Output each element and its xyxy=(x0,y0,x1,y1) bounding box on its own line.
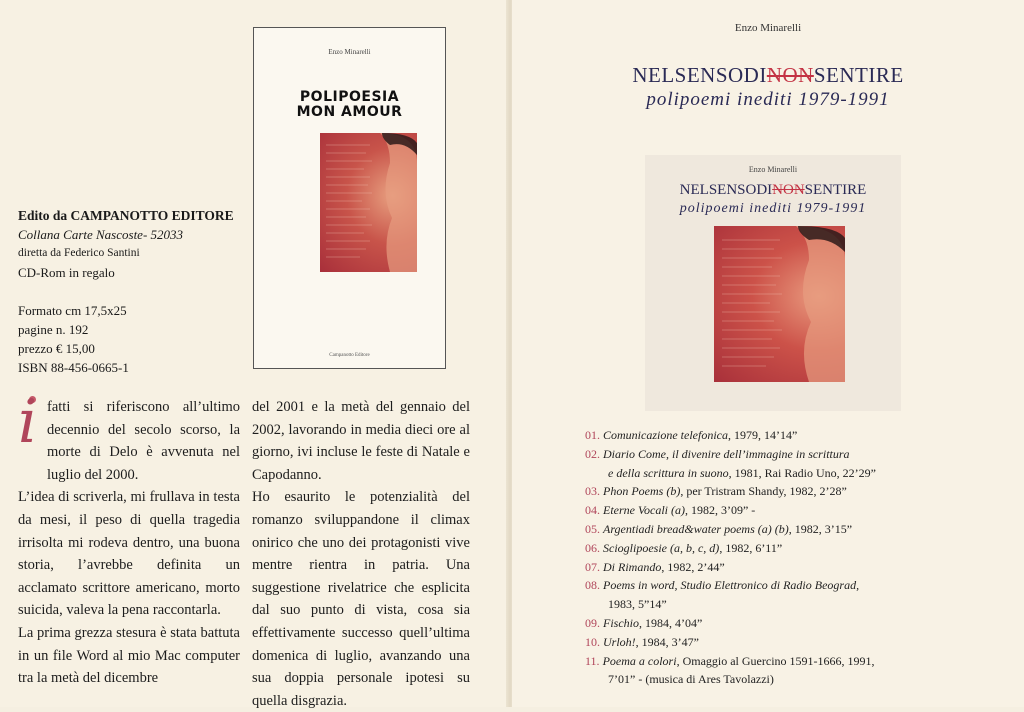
track-item xyxy=(585,614,876,633)
track-title: e della scrittura in suono xyxy=(608,465,729,480)
track-number: 07. xyxy=(585,559,600,574)
pubinfo-series: Collana Carte Nascoste- 52033 xyxy=(18,227,184,242)
track-number: 05. xyxy=(585,521,600,536)
article-paragraph: del 2001 e la metà del gennaio del 2002, lavorando in media dieci ore al giorno, ivi incluse le feste di Natale e Capodanno. xyxy=(252,399,470,483)
pubinfo-isbn: ISBN 88-456-0665-1 xyxy=(18,360,129,375)
track-item xyxy=(585,652,876,671)
title-part-a: NELSENSODI xyxy=(632,63,767,87)
album-title xyxy=(512,63,1024,88)
article-paragraph: Ho esaurito le potenzialità del romanzo sviluppandone il climax onirico che uno dei protagonisti vive mentre rientra in patria. Una suggestione rivelatrice che esplicita dal suo punto di vista, cosa sia effettivamente successo quell’ultima domenica di luglio, avanzando una sua doppia personale ipotesi su quella disgrazia. xyxy=(252,489,470,709)
cd-title-part-b: SENTIRE xyxy=(804,182,867,198)
track-details: , 1984, 3’47” xyxy=(635,634,699,649)
title-strikethrough: NON xyxy=(766,63,814,87)
track-item-continuation xyxy=(585,670,876,689)
track-details: , per Tristram Shandy, 1982, 2’28” xyxy=(680,484,847,499)
cover-title-line2: MON AMOUR xyxy=(296,104,403,120)
publication-info xyxy=(18,206,234,377)
track-number: 08. xyxy=(585,578,600,593)
track-title: Comunicazione telefonica xyxy=(603,428,728,442)
track-details: 1983, 5”14” xyxy=(608,597,667,612)
cd-cover-author: Enzo Minarelli xyxy=(748,165,798,174)
cd-cover-title xyxy=(645,182,901,199)
cd-cover xyxy=(645,155,901,411)
track-item xyxy=(585,445,876,464)
drop-cap-letter: i xyxy=(18,387,38,457)
track-item xyxy=(585,520,876,539)
pubinfo-pages: pagine n. 192 xyxy=(18,322,89,337)
book-cover xyxy=(253,27,446,369)
track-number: 04. xyxy=(585,503,600,518)
track-item xyxy=(585,576,876,595)
track-title: Poems in word, Studio Elettronico di Radio Beograd, xyxy=(603,578,860,593)
cd-title-part-a: NELSENSODI xyxy=(679,182,773,198)
track-number: 01. xyxy=(585,428,600,442)
article-column-1 xyxy=(18,387,240,690)
article-column-2 xyxy=(252,396,470,712)
track-item xyxy=(585,482,876,501)
track-title: Urloh! xyxy=(603,634,636,649)
track-title: Argentiadi bread&water poems (a) (b) xyxy=(603,521,789,536)
track-details: , 1982, 3’15” xyxy=(788,521,853,536)
track-item xyxy=(585,558,876,577)
cover-publisher: Campanotto Editore xyxy=(329,353,370,358)
cd-title-strikethrough: NON xyxy=(772,182,805,198)
cd-cover-artwork xyxy=(714,226,845,382)
cover-title-line1: POLIPOESIA xyxy=(299,89,400,105)
track-item xyxy=(585,633,876,652)
track-number: 03. xyxy=(585,484,600,499)
track-item-continuation xyxy=(585,595,876,614)
article-paragraph: fatti si riferiscono all’ultimo decennio del secolo scorso, la morte di Delo è avvenuta nel luglio del 2000. xyxy=(47,399,240,483)
pubinfo-format: Formato cm 17,5x25 xyxy=(18,303,127,318)
track-title: Diario Come, il divenire dell’immagine in scrittura xyxy=(603,446,850,461)
track-number: 10. xyxy=(585,634,600,649)
track-details: , Omaggio al Guercino 1591-1666, 1991, xyxy=(676,653,875,668)
track-title: Phon Poems (b) xyxy=(603,484,681,499)
track-details: , 1982, 6’11” xyxy=(719,540,783,555)
track-list xyxy=(585,426,876,689)
pubinfo-director: diretta da Federico Santini xyxy=(18,247,140,259)
track-item-continuation xyxy=(585,464,876,483)
track-details: , 1982, 3’09” - xyxy=(684,503,756,518)
track-title: Fischio xyxy=(603,615,639,630)
track-item xyxy=(585,501,876,520)
left-page xyxy=(0,0,508,707)
cover-title xyxy=(254,90,445,120)
pubinfo-cdrom: CD-Rom in regalo xyxy=(18,265,115,280)
track-title: Scioglipoesie (a, b, c, d) xyxy=(603,540,720,555)
track-number: 06. xyxy=(585,540,600,555)
track-details: , 1982, 2’44” xyxy=(661,559,725,574)
face-artwork-image xyxy=(714,226,845,382)
track-item xyxy=(585,539,876,558)
right-page xyxy=(512,0,1024,707)
track-number: 09. xyxy=(585,615,600,630)
pubinfo-price: prezzo € 15,00 xyxy=(18,341,95,356)
track-item xyxy=(585,426,876,445)
cover-author: Enzo Minarelli xyxy=(328,48,371,56)
track-details: , 1979, 14’14” xyxy=(727,428,798,442)
article-paragraph: La prima grezza stesura è stata battuta in un file Word al mio Mac computer tra la metà del dicembre xyxy=(18,624,240,687)
face-artwork-image xyxy=(320,133,417,272)
album-subtitle: polipoemi inediti 1979-1991 xyxy=(646,89,890,110)
track-title: Poema a colori xyxy=(602,653,677,668)
track-details: 7’01” - (musica di Ares Tavolazzi) xyxy=(608,672,774,687)
track-number: 11. xyxy=(585,653,600,668)
track-title: Eterne Vocali (a) xyxy=(603,503,685,518)
author-name: Enzo Minarelli xyxy=(734,22,802,34)
title-part-b: SENTIRE xyxy=(813,63,904,87)
cover-artwork xyxy=(320,133,417,272)
pubinfo-publisher: Edito da CAMPANOTTO EDITORE xyxy=(18,208,234,223)
track-number: 02. xyxy=(585,446,600,461)
track-details: , 1984, 4’04” xyxy=(639,615,703,630)
drop-cap xyxy=(18,387,43,464)
article-paragraph: L’idea di scriverla, mi frullava in testa da mesi, il peso di quella tragedia irrisolta mi rodeva dentro, una buona storia, l’avrebbe definita un acclamato scrittore americano, morto suicida, valeva la pena raccontarla. xyxy=(18,489,240,619)
cd-cover-subtitle: polipoemi inediti 1979-1991 xyxy=(679,201,867,216)
track-details: , 1981, Rai Radio Uno, 22’29” xyxy=(728,465,876,480)
track-title: Di Rimando xyxy=(603,559,662,574)
